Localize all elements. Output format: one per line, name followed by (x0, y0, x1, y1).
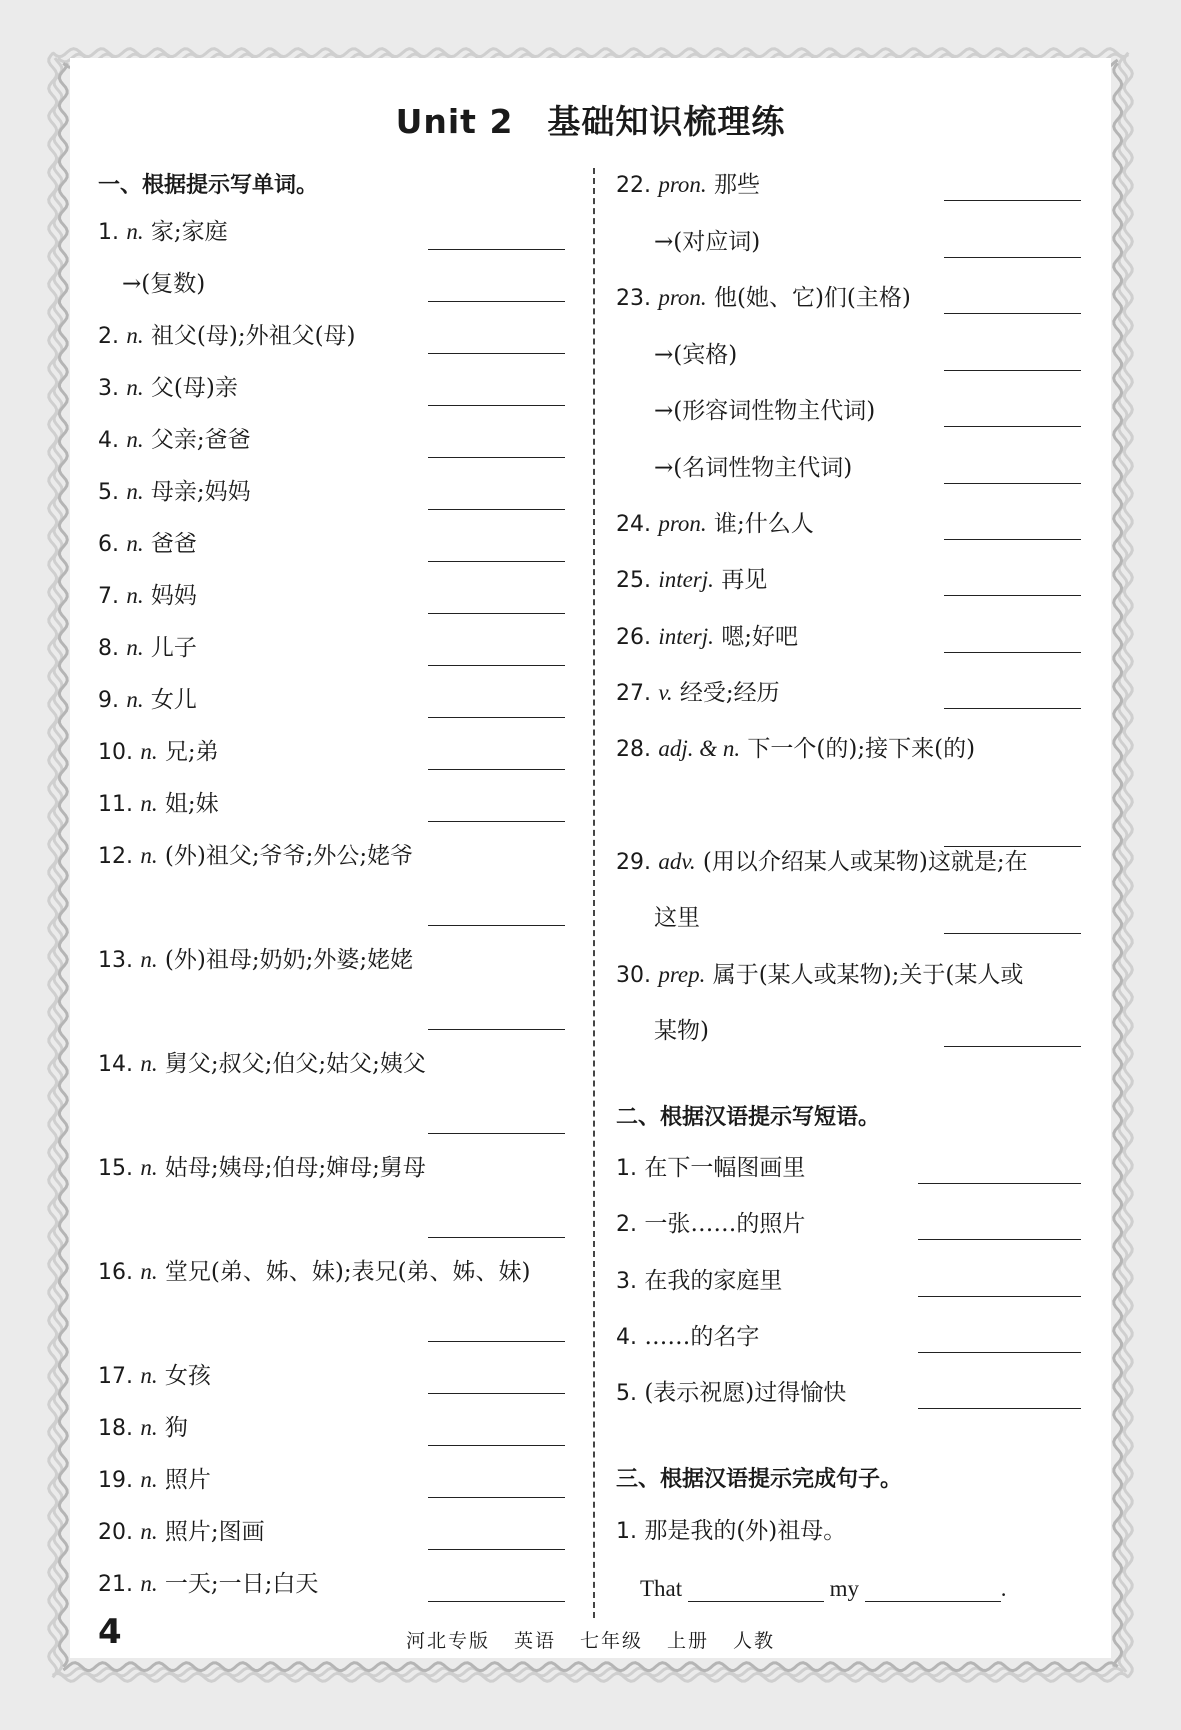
answer-blank[interactable] (428, 301, 565, 302)
answer-blank[interactable] (428, 1133, 565, 1134)
item-number: 4. (98, 428, 119, 453)
item-number: 13. (98, 948, 133, 973)
word-item (98, 477, 251, 508)
item-number: 9. (98, 688, 119, 713)
word-item (98, 1049, 426, 1080)
part-of-speech: n. (140, 1259, 158, 1284)
answer-blank[interactable] (918, 1239, 1081, 1240)
item-prompt: 照片;图画 (164, 1519, 265, 1545)
item-number: 5. (98, 480, 119, 505)
item-number: 11. (98, 792, 133, 817)
item-number: 2. (98, 324, 119, 349)
answer-blank[interactable] (428, 405, 565, 406)
phrase-item (616, 1153, 805, 1184)
part-of-speech: n. (140, 1519, 158, 1544)
word-item (616, 960, 1023, 991)
word-item (98, 1153, 426, 1184)
section2-heading: 二、根据汉语提示写短语。 (616, 1105, 881, 1130)
answer-blank[interactable] (428, 457, 565, 458)
item-prompt: 父(母)亲 (150, 375, 238, 401)
part-of-speech: n. (126, 479, 144, 504)
word-item (98, 1569, 318, 1600)
part-of-speech: pron. (658, 511, 707, 536)
part-of-speech: adj. & n. (658, 736, 741, 761)
item-number: 12. (98, 844, 133, 869)
item-prompt: 谁;什么人 (713, 511, 814, 537)
item-prompt: 女孩 (164, 1363, 211, 1389)
item-prompt: 那些 (713, 172, 760, 198)
item-prompt: 舅父;叔父;伯父;姑父;姨父 (164, 1051, 426, 1077)
item-prompt: 下一个(的);接下来(的) (747, 736, 976, 762)
word-item (98, 789, 219, 820)
footer-volume: 上册 (667, 1630, 710, 1652)
answer-blank[interactable] (428, 249, 565, 250)
item-number: 20. (98, 1520, 133, 1545)
answer-blank[interactable] (428, 353, 565, 354)
answer-blank[interactable] (428, 1341, 565, 1342)
sentence-word: my (829, 1576, 860, 1601)
footer-subject: 英语 (513, 1630, 556, 1652)
item-number: 26. (616, 625, 651, 650)
answer-blank[interactable] (428, 1497, 565, 1498)
phrase-item (616, 1266, 782, 1297)
part-of-speech: n. (140, 1155, 158, 1180)
answer-blank[interactable] (428, 1549, 565, 1550)
part-of-speech: n. (140, 1571, 158, 1596)
part-of-speech: n. (140, 739, 158, 764)
item-prompt: 家;家庭 (150, 219, 228, 245)
word-item (98, 945, 413, 976)
part-of-speech: n. (140, 947, 158, 972)
item-prompt: ……的名字 (644, 1324, 760, 1350)
sentence-blank[interactable] (688, 1579, 824, 1602)
item-prompt: 一天;一日;白天 (164, 1571, 319, 1597)
answer-blank[interactable] (944, 483, 1081, 484)
item-prompt-line2: 某物) (654, 1018, 709, 1044)
item-number: 8. (98, 636, 119, 661)
word-item (98, 321, 356, 352)
item-prompt-line2: 这里 (654, 905, 700, 931)
page-title (0, 96, 1181, 143)
word-item (654, 396, 875, 426)
title-unit: Unit 2 (395, 102, 514, 141)
part-of-speech: n. (140, 1051, 158, 1076)
item-number: 30. (616, 963, 651, 988)
item-prompt: 照片 (164, 1467, 211, 1493)
item-number: 14. (98, 1052, 133, 1077)
word-item (98, 685, 197, 716)
part-of-speech: interj. (658, 567, 714, 592)
item-prompt: 母亲;妈妈 (150, 479, 251, 505)
part-of-speech: n. (140, 1467, 158, 1492)
part-of-speech: n. (140, 1363, 158, 1388)
item-number: 1. (616, 1519, 637, 1544)
answer-blank[interactable] (428, 1445, 565, 1446)
part-of-speech: pron. (658, 172, 707, 197)
part-of-speech: n. (140, 1415, 158, 1440)
item-prompt: (外)祖母;奶奶;外婆;姥姥 (164, 947, 414, 973)
sentence-fill (640, 1576, 1007, 1602)
word-item (616, 565, 767, 596)
word-item (98, 633, 197, 664)
answer-blank[interactable] (918, 1296, 1081, 1297)
answer-blank[interactable] (944, 652, 1081, 653)
answer-blank[interactable] (944, 370, 1081, 371)
answer-blank[interactable] (944, 257, 1081, 258)
item-number: 25. (616, 568, 651, 593)
word-item (616, 678, 780, 709)
part-of-speech: n. (126, 219, 144, 244)
item-number: 1. (616, 1156, 637, 1181)
sentence-item (616, 1516, 846, 1547)
part-of-speech: interj. (658, 624, 714, 649)
item-number: 4. (616, 1325, 637, 1350)
word-item (98, 1257, 531, 1288)
item-prompt: (外)祖父;爷爷;外公;姥爷 (164, 843, 414, 869)
item-prompt: 属于(某人或某物);关于(某人或 (712, 962, 1024, 988)
answer-blank[interactable] (944, 708, 1081, 709)
word-item (98, 737, 219, 768)
word-item (98, 373, 238, 404)
answer-blank[interactable] (918, 1352, 1081, 1353)
part-of-speech: prep. (658, 962, 706, 987)
title-text: 基础知识梳理练 (547, 102, 786, 141)
footer-publisher: 人教 (733, 1630, 776, 1652)
answer-blank[interactable] (428, 613, 565, 614)
item-prompt: 堂兄(弟、姊、妹);表兄(弟、姊、妹) (164, 1259, 531, 1285)
word-item (98, 581, 197, 612)
item-prompt: 祖父(母);外祖父(母) (150, 323, 356, 349)
answer-blank[interactable] (428, 1237, 565, 1238)
item-number: 16. (98, 1260, 133, 1285)
item-number: 17. (98, 1364, 133, 1389)
item-prompt: 儿子 (150, 635, 197, 661)
item-number: 21. (98, 1572, 133, 1597)
item-prompt: 父亲;爸爸 (150, 427, 251, 453)
item-number: 6. (98, 532, 119, 557)
part-of-speech: v. (658, 680, 673, 705)
item-number: 28. (616, 737, 651, 762)
item-number: 15. (98, 1156, 133, 1181)
answer-blank[interactable] (944, 313, 1081, 314)
answer-blank[interactable] (428, 821, 565, 822)
item-prompt: (表示祝愿)过得愉快 (644, 1380, 847, 1406)
word-item (98, 1465, 211, 1496)
sentence-blank[interactable] (865, 1579, 1001, 1602)
answer-blank[interactable] (918, 1183, 1081, 1184)
word-item (122, 269, 205, 299)
word-item (654, 453, 852, 483)
part-of-speech: n. (126, 427, 144, 452)
phrase-item (616, 1322, 759, 1353)
answer-blank[interactable] (944, 595, 1081, 596)
footer-edition: 河北专版 (405, 1630, 490, 1652)
part-of-speech: n. (140, 843, 158, 868)
footer-info (0, 1626, 1181, 1653)
word-item (98, 425, 251, 456)
word-item-continuation (654, 903, 700, 933)
answer-blank[interactable] (428, 1029, 565, 1030)
word-item (98, 1413, 188, 1444)
item-prompt: (用以介绍某人或某物)这就是;在 (702, 849, 1028, 875)
word-item (616, 283, 911, 314)
item-number: 1. (98, 220, 119, 245)
item-prompt: 姐;妹 (164, 791, 219, 817)
item-number: 22. (616, 173, 651, 198)
item-number: 10. (98, 740, 133, 765)
item-prompt: →(宾格) (654, 342, 738, 368)
item-prompt: →(复数) (122, 271, 206, 297)
answer-blank[interactable] (944, 200, 1081, 201)
item-prompt: 嗯;好吧 (721, 624, 798, 650)
phrase-item (616, 1209, 805, 1240)
word-item (616, 734, 975, 765)
part-of-speech: n. (126, 635, 144, 660)
word-item (98, 841, 413, 872)
item-prompt: 女儿 (150, 687, 197, 713)
footer-grade: 七年级 (579, 1630, 643, 1652)
part-of-speech: n. (126, 583, 144, 608)
answer-blank[interactable] (428, 769, 565, 770)
sentence-end: . (1000, 1576, 1007, 1601)
phrase-item (616, 1378, 846, 1409)
answer-blank[interactable] (428, 561, 565, 562)
answer-blank[interactable] (944, 1046, 1081, 1047)
item-prompt: 一张……的照片 (644, 1211, 806, 1237)
sentence-word: That (640, 1576, 683, 1601)
answer-blank[interactable] (428, 509, 565, 510)
item-number: 27. (616, 681, 651, 706)
answer-blank[interactable] (944, 426, 1081, 427)
answer-blank[interactable] (428, 665, 565, 666)
answer-blank[interactable] (428, 925, 565, 926)
word-item (654, 227, 760, 257)
item-prompt: 他(她、它)们(主格) (713, 285, 911, 311)
word-item (98, 529, 197, 560)
answer-blank[interactable] (918, 1408, 1081, 1409)
word-item (616, 847, 1028, 878)
item-prompt: 姑母;姨母;伯母;婶母;舅母 (164, 1155, 426, 1181)
item-number: 5. (616, 1381, 637, 1406)
part-of-speech: n. (126, 375, 144, 400)
part-of-speech: n. (126, 687, 144, 712)
part-of-speech: adv. (658, 849, 696, 874)
item-prompt: 兄;弟 (164, 739, 219, 765)
word-item (654, 340, 737, 370)
item-prompt: 再见 (721, 567, 768, 593)
answer-blank[interactable] (428, 717, 565, 718)
item-prompt: 爸爸 (150, 531, 197, 557)
word-item (98, 1361, 211, 1392)
item-number: 19. (98, 1468, 133, 1493)
item-prompt: 狗 (164, 1415, 188, 1441)
word-item (98, 1517, 265, 1548)
item-number: 24. (616, 512, 651, 537)
part-of-speech: pron. (658, 285, 707, 310)
word-item-continuation (654, 1016, 709, 1046)
item-prompt: 在下一幅图画里 (644, 1155, 806, 1181)
answer-blank[interactable] (428, 1601, 565, 1602)
item-number: 29. (616, 850, 651, 875)
item-prompt: →(名词性物主代词) (654, 455, 853, 481)
word-item (98, 217, 228, 248)
item-prompt: 在我的家庭里 (644, 1268, 783, 1294)
section3-heading: 三、根据汉语提示完成句子。 (616, 1467, 903, 1492)
item-prompt: →(形容词性物主代词) (654, 398, 876, 424)
column-divider (593, 168, 595, 1618)
item-prompt: →(对应词) (654, 229, 761, 255)
answer-blank[interactable] (428, 1393, 565, 1394)
part-of-speech: n. (126, 323, 144, 348)
page-number: 4 (98, 1612, 122, 1652)
answer-blank[interactable] (944, 539, 1081, 540)
section1-heading: 一、根据提示写单词。 (98, 173, 319, 198)
item-prompt: 经受;经历 (679, 680, 780, 706)
item-number: 23. (616, 286, 651, 311)
part-of-speech: n. (140, 791, 158, 816)
word-item (616, 170, 760, 201)
answer-blank[interactable] (944, 933, 1081, 934)
item-number: 3. (98, 376, 119, 401)
item-prompt: 那是我的(外)祖母。 (644, 1518, 847, 1544)
item-number: 18. (98, 1416, 133, 1441)
part-of-speech: n. (126, 531, 144, 556)
item-number: 2. (616, 1212, 637, 1237)
item-number: 7. (98, 584, 119, 609)
word-item (616, 622, 798, 653)
word-item (616, 509, 814, 540)
item-number: 3. (616, 1269, 637, 1294)
item-prompt: 妈妈 (150, 583, 197, 609)
